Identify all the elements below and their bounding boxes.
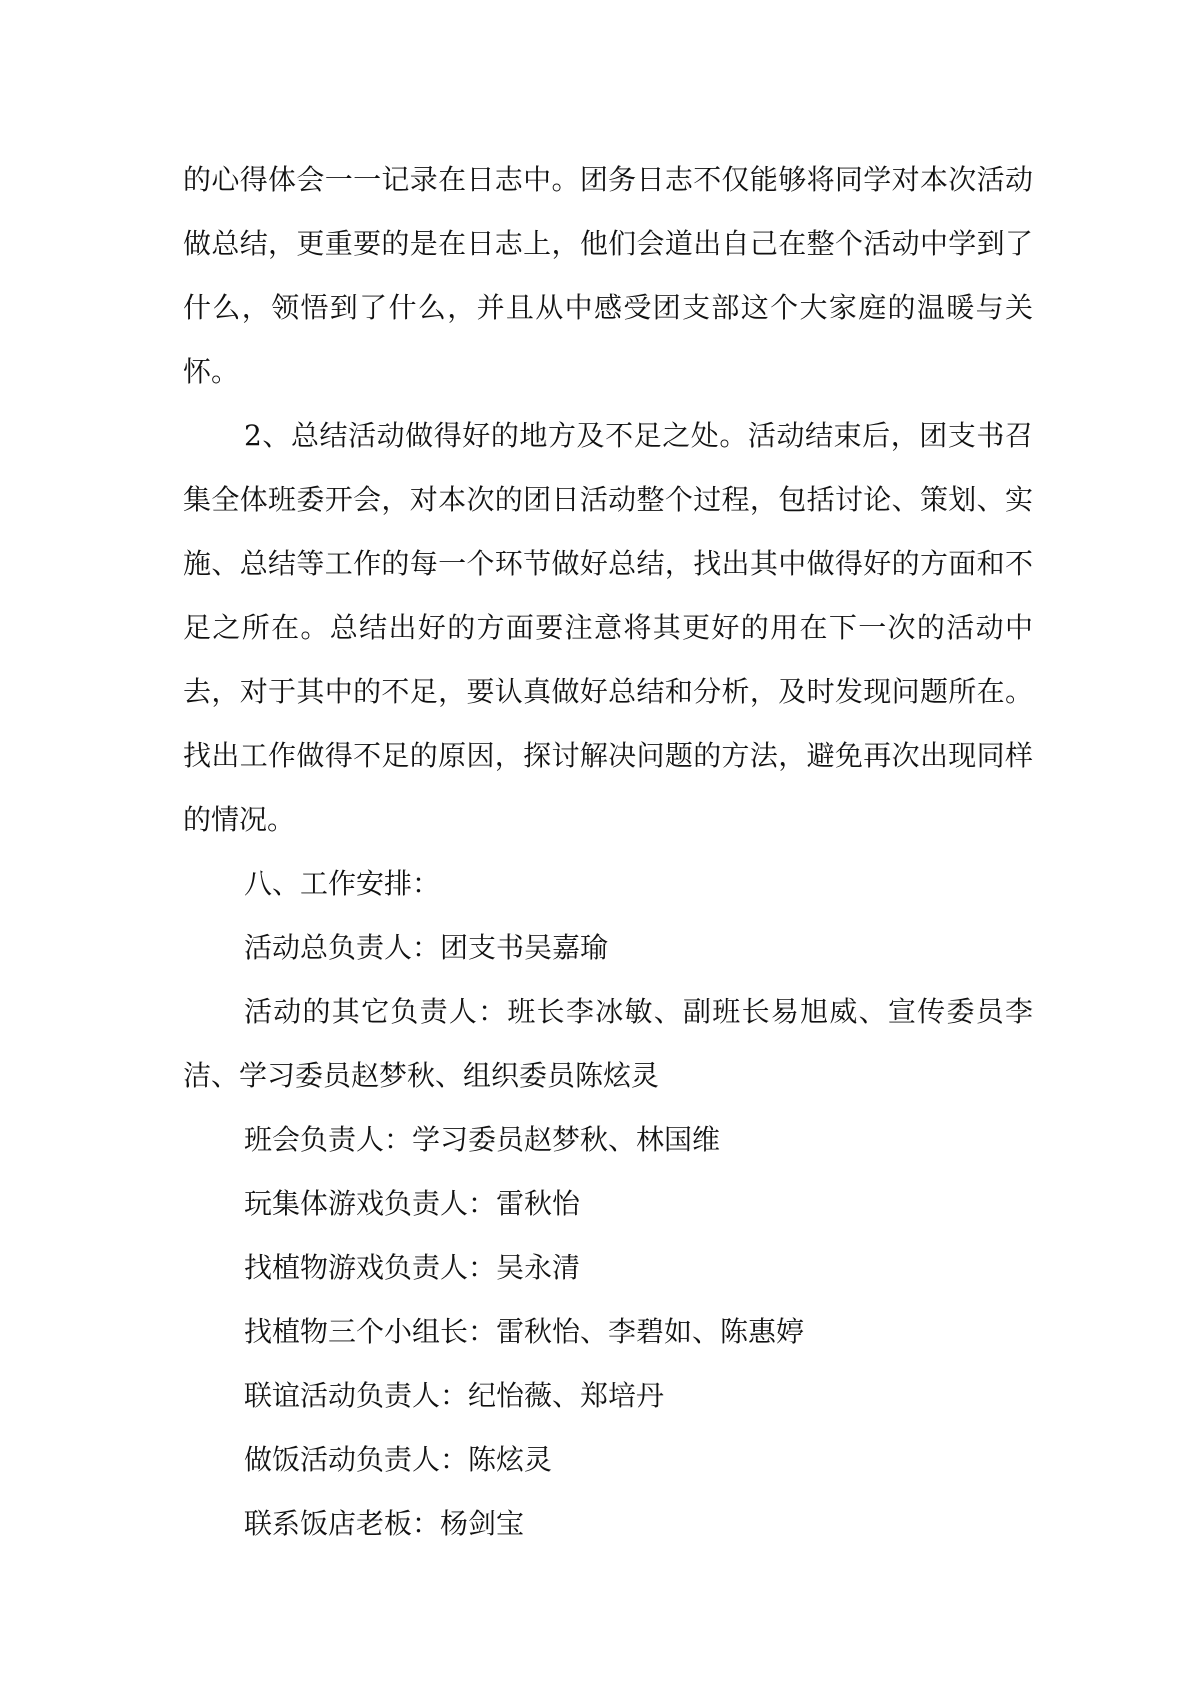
section-heading-work-arrangement: 八、工作安排： (244, 867, 441, 900)
document-body (183, 148, 1033, 1556)
paragraph-plant-game-leader: 找植物游戏负责人：吴永清 (244, 1251, 581, 1284)
paragraph-journal-summary: 的心得体会一一记录在日志中。团务日志不仅能够将同学对本次活动做总结，更重要的是在日志上，他们会道出自己在整个活动中学到了什么，领悟到了什么，并且从中感受团支部这个大家庭的温暖与关怀。 (183, 163, 1033, 388)
paragraph-restaurant-contact: 联系饭店老板：杨剑宝 (244, 1507, 525, 1540)
paragraph-plant-group-leaders: 找植物三个小组长：雷秋怡、李碧如、陈惠婷 (244, 1315, 805, 1348)
paragraph-activity-review: 2、总结活动做得好的地方及不足之处。活动结束后，团支书召集全体班委开会，对本次的团日活动整个过程，包括讨论、策划、实施、总结等工作的每一个环节做好总结，找出其中做得好的方面和不足之所在。总结出好的方面要注意将其更好的用在下一次的活动中去，对于其中的不足，要认真做好总结和分析，及时发现问题所在。找出工作做得不足的原因，探讨解决问题的方法，避免再次出现同样的情况。 (183, 419, 1033, 836)
paragraph-social-activity-leader: 联谊活动负责人：纪怡薇、郑培丹 (244, 1379, 665, 1412)
paragraph-group-game-leader: 玩集体游戏负责人：雷秋怡 (244, 1187, 581, 1220)
paragraph-class-meeting-leader: 班会负责人：学习委员赵梦秋、林国维 (244, 1123, 721, 1156)
paragraph-general-leader: 活动总负责人：团支书吴嘉瑜 (244, 931, 609, 964)
paragraph-other-leaders: 活动的其它负责人：班长李冰敏、副班长易旭威、宣传委员李洁、学习委员赵梦秋、组织委员陈炫灵 (183, 995, 1033, 1092)
paragraph-cooking-leader: 做饭活动负责人：陈炫灵 (244, 1443, 553, 1476)
